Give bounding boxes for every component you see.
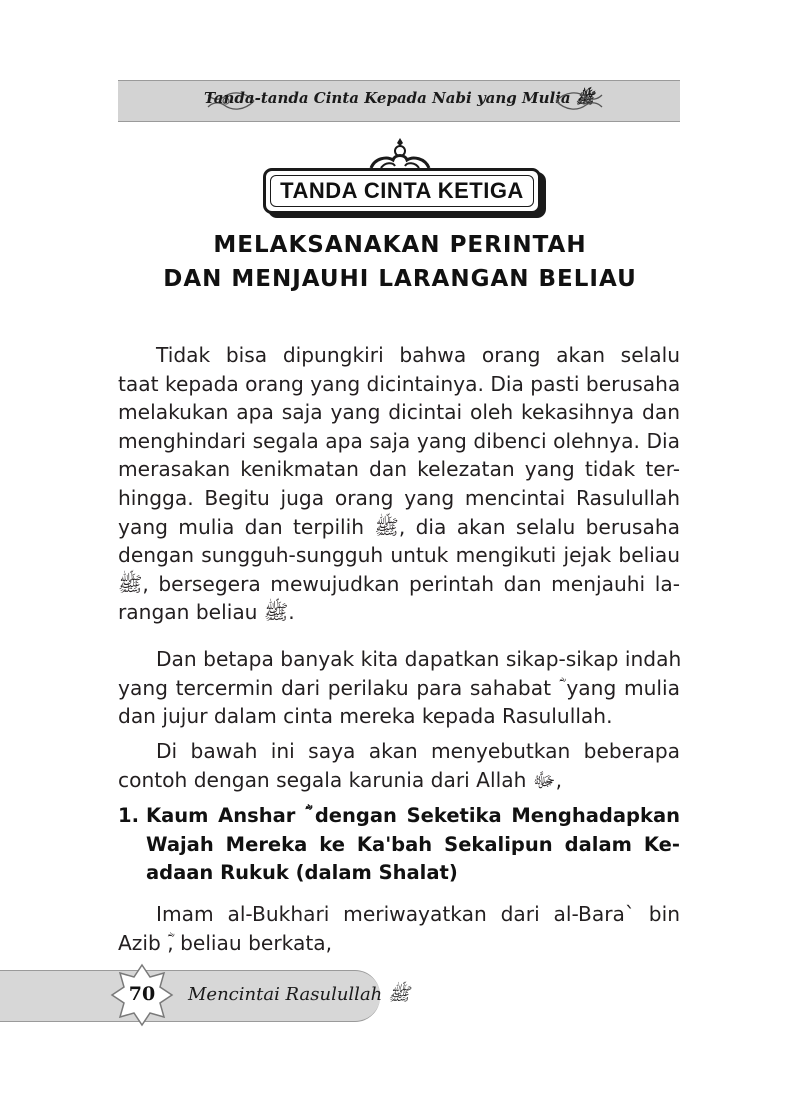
page-number: 70 bbox=[128, 983, 156, 1005]
text-line: contoh dengan segala karunia dari Allah ﷻ, bbox=[118, 767, 562, 792]
text-line: dengan sungguh-sungguh untuk mengikuti jejak beliau bbox=[118, 543, 680, 568]
subheading-line: Kaum Anshar ؓ dengan Seketika Menghadapkan bbox=[146, 804, 680, 827]
text-line: menghindari segala apa saja yang dibenci olehnya. Dia bbox=[118, 428, 680, 453]
ornament-right-icon bbox=[554, 87, 604, 115]
chapter-label-box bbox=[263, 168, 541, 214]
text-line: ﷺ, bersegera mewujudkan perintah dan menjauhi la- bbox=[118, 571, 680, 596]
text-line: dan jujur dalam cinta mereka kepada Rasulullah. bbox=[118, 704, 613, 729]
crest-ornament-icon bbox=[365, 136, 435, 170]
running-title: Tanda-tanda Cinta Kepada Nabi yang Mulia ﷺ bbox=[204, 89, 594, 107]
section-title-line-1: MELAKSANAKAN PERINTAH bbox=[213, 232, 587, 258]
text-line: taat kepada orang yang dicintainya. Dia pasti berusaha bbox=[118, 371, 681, 396]
text-line: yang tercermin dari perilaku para sahabat ؓ yang mulia bbox=[118, 675, 680, 700]
text-line: melakukan apa saja yang dicintai oleh kekasihnya dan bbox=[118, 400, 680, 425]
book-title: Mencintai Rasulullah ﷺ bbox=[188, 984, 410, 1005]
paragraph-1 bbox=[118, 341, 680, 627]
text-line: Tidak bisa dipungkiri bahwa orang akan selalu bbox=[156, 343, 680, 367]
text-line: Imam al-Bukhari meriwayatkan dari al-Bara` bin bbox=[156, 902, 680, 926]
text-line: Di bawah ini saya akan menyebutkan beberapa bbox=[156, 739, 680, 763]
text-line: hingga. Begitu juga orang yang mencintai Rasulullah bbox=[118, 485, 680, 510]
paragraph-4 bbox=[118, 900, 680, 957]
paragraph-3 bbox=[118, 737, 680, 794]
paragraph-2 bbox=[118, 645, 680, 731]
section-title-line-2: DAN MENJAUHI LARANGAN BELIAU bbox=[163, 266, 637, 292]
subheading-line: adaan Rukuk (dalam Shalat) bbox=[146, 861, 458, 885]
text-line: merasakan kenikmatan dan kelezatan yang tidak ter- bbox=[118, 457, 680, 482]
chapter-label: TANDA CINTA KETIGA bbox=[280, 178, 524, 203]
numbered-subheading bbox=[118, 802, 680, 888]
text-line: Azib ؓ, beliau berkata, bbox=[118, 930, 333, 955]
list-number: 1. bbox=[118, 804, 139, 827]
subheading-line: Wajah Mereka ke Ka'bah Sekalipun dalam Ke- bbox=[146, 832, 680, 856]
text-line: yang mulia dan terpilih ﷺ, dia akan selalu berusaha bbox=[118, 514, 680, 539]
running-header bbox=[118, 80, 680, 122]
text-line: Dan betapa banyak kita dapatkan sikap-sikap indah bbox=[156, 647, 682, 671]
text-line: rangan beliau ﷺ. bbox=[118, 600, 295, 625]
